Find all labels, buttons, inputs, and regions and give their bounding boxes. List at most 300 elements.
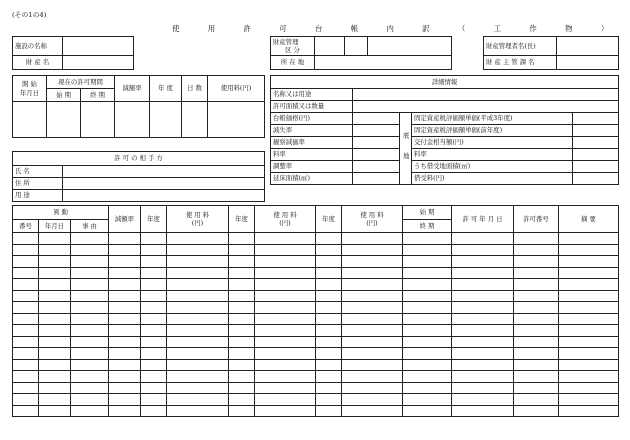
table-cell[interactable] xyxy=(514,302,559,314)
sublease-area-field[interactable] xyxy=(573,161,619,173)
location-field[interactable] xyxy=(315,56,452,70)
table-cell[interactable] xyxy=(167,336,229,348)
table-cell[interactable] xyxy=(167,233,229,245)
table-cell[interactable] xyxy=(316,267,342,279)
lease-fee-label: 借受料(円) xyxy=(412,173,573,185)
table-cell[interactable] xyxy=(559,256,619,268)
table-cell[interactable] xyxy=(342,244,403,256)
classification-field-b[interactable] xyxy=(345,37,368,56)
table-cell[interactable] xyxy=(342,371,403,383)
table-row xyxy=(13,290,619,302)
table-cell[interactable] xyxy=(39,348,71,360)
change-remarks-header: 摘 要 xyxy=(559,206,619,233)
period-start-field[interactable] xyxy=(47,102,81,138)
table-row xyxy=(13,256,619,268)
table-cell[interactable] xyxy=(255,244,316,256)
table-cell[interactable] xyxy=(452,233,514,245)
table-cell[interactable] xyxy=(514,290,559,302)
table-cell[interactable] xyxy=(514,394,559,406)
table-cell[interactable] xyxy=(342,290,403,302)
table-cell[interactable] xyxy=(141,244,167,256)
start-date-label: 開 始 年月日 xyxy=(13,76,47,102)
start-date-field[interactable] xyxy=(13,102,47,138)
table-cell[interactable] xyxy=(109,256,141,268)
floor-area-field[interactable] xyxy=(353,173,400,185)
fiscal-year-field[interactable] xyxy=(150,102,182,138)
table-cell[interactable] xyxy=(403,256,452,268)
table-cell[interactable] xyxy=(316,371,342,383)
table-cell[interactable] xyxy=(13,394,39,406)
table-cell[interactable] xyxy=(452,302,514,314)
property-mgmt-label: 財産管理 区 分 xyxy=(271,37,315,56)
land-rate-label: 料率 xyxy=(412,149,573,161)
table-cell[interactable] xyxy=(167,382,229,394)
table-cell[interactable] xyxy=(403,313,452,325)
land-rate-field[interactable] xyxy=(573,149,619,161)
change-reason-header: 事 由 xyxy=(71,220,109,233)
table-cell[interactable] xyxy=(71,279,109,291)
table-cell[interactable] xyxy=(452,394,514,406)
table-cell[interactable] xyxy=(13,336,39,348)
table-cell[interactable] xyxy=(403,371,452,383)
depreciation-field[interactable] xyxy=(353,125,400,137)
table-cell[interactable] xyxy=(167,394,229,406)
table-cell[interactable] xyxy=(229,382,255,394)
table-cell[interactable] xyxy=(342,267,403,279)
period-end-label: 終 期 xyxy=(81,89,115,102)
table-cell[interactable] xyxy=(141,405,167,417)
table-cell[interactable] xyxy=(71,371,109,383)
table-cell[interactable] xyxy=(229,348,255,360)
table-cell[interactable] xyxy=(342,313,403,325)
table-cell[interactable] xyxy=(514,279,559,291)
table-cell[interactable] xyxy=(39,290,71,302)
adjustment-rate-field[interactable] xyxy=(353,161,400,173)
table-cell[interactable] xyxy=(403,244,452,256)
grant-equivalent-field[interactable] xyxy=(573,137,619,149)
table-cell[interactable] xyxy=(109,233,141,245)
property-name-label: 財 産 名 xyxy=(13,56,63,70)
table-row xyxy=(13,405,619,417)
table-cell[interactable] xyxy=(229,256,255,268)
permit-area-field[interactable] xyxy=(353,101,619,113)
change-permit-date-header: 許 可 年 月 日 xyxy=(452,206,514,233)
table-cell[interactable] xyxy=(141,313,167,325)
table-cell[interactable] xyxy=(141,267,167,279)
table-cell[interactable] xyxy=(403,394,452,406)
depreciation-label: 減失率 xyxy=(271,125,353,137)
table-cell[interactable] xyxy=(559,348,619,360)
table-cell[interactable] xyxy=(342,359,403,371)
table-cell[interactable] xyxy=(255,382,316,394)
table-cell[interactable] xyxy=(13,371,39,383)
table-cell[interactable] xyxy=(167,244,229,256)
classification-field-c[interactable] xyxy=(368,37,452,56)
table-cell[interactable] xyxy=(109,290,141,302)
table-cell[interactable] xyxy=(71,336,109,348)
sublease-area-label: うち借受地面積(㎡) xyxy=(412,161,573,173)
table-cell[interactable] xyxy=(13,382,39,394)
table-cell[interactable] xyxy=(514,313,559,325)
facility-name-field[interactable] xyxy=(63,37,134,56)
dept-name-label: 財 産 主 管 課 名 xyxy=(484,56,557,70)
table-cell[interactable] xyxy=(39,313,71,325)
table-cell[interactable] xyxy=(39,279,71,291)
table-cell[interactable] xyxy=(255,405,316,417)
table-cell[interactable] xyxy=(342,325,403,337)
property-name-field[interactable] xyxy=(63,56,134,70)
table-cell[interactable] xyxy=(342,382,403,394)
change-reduction-rate-header: 減額率 xyxy=(109,206,141,233)
table-cell[interactable] xyxy=(452,290,514,302)
table-cell[interactable] xyxy=(255,348,316,360)
table-cell[interactable] xyxy=(167,405,229,417)
table-cell[interactable] xyxy=(229,359,255,371)
table-cell[interactable] xyxy=(71,348,109,360)
table-cell[interactable] xyxy=(13,302,39,314)
table-cell[interactable] xyxy=(167,325,229,337)
change-fiscal-year-3-header: 年度 xyxy=(316,206,342,233)
table-cell[interactable] xyxy=(514,336,559,348)
table-cell[interactable] xyxy=(514,359,559,371)
counterparty-address-field[interactable] xyxy=(63,178,265,190)
table-cell[interactable] xyxy=(71,394,109,406)
period-end-field[interactable] xyxy=(81,102,115,138)
table-cell[interactable] xyxy=(167,267,229,279)
table-cell[interactable] xyxy=(316,233,342,245)
change-fee-2-header: 使 用 料 (円) xyxy=(255,206,316,233)
table-cell[interactable] xyxy=(141,336,167,348)
table-cell[interactable] xyxy=(342,256,403,268)
table-row xyxy=(13,359,619,371)
table-cell[interactable] xyxy=(316,348,342,360)
table-cell[interactable] xyxy=(342,405,403,417)
table-cell[interactable] xyxy=(559,244,619,256)
page-number: (その1の4) xyxy=(12,11,47,19)
table-cell[interactable] xyxy=(71,233,109,245)
table-cell[interactable] xyxy=(229,405,255,417)
table-cell[interactable] xyxy=(403,382,452,394)
table-cell[interactable] xyxy=(316,325,342,337)
table-cell[interactable] xyxy=(452,279,514,291)
changes-body xyxy=(13,233,619,417)
table-cell[interactable] xyxy=(255,394,316,406)
table-cell[interactable] xyxy=(71,405,109,417)
table-cell[interactable] xyxy=(342,233,403,245)
table-cell[interactable] xyxy=(316,290,342,302)
table-cell[interactable] xyxy=(71,290,109,302)
reduction-rate-label: 減額率 xyxy=(115,76,150,102)
table-cell[interactable] xyxy=(167,279,229,291)
dept-name-field[interactable] xyxy=(557,56,619,70)
table-cell[interactable] xyxy=(255,279,316,291)
table-cell[interactable] xyxy=(255,290,316,302)
table-cell[interactable] xyxy=(559,302,619,314)
fee-label: 使用料(円) xyxy=(208,76,265,102)
table-cell[interactable] xyxy=(167,371,229,383)
table-cell[interactable] xyxy=(559,394,619,406)
table-cell[interactable] xyxy=(316,394,342,406)
table-cell[interactable] xyxy=(71,244,109,256)
table-cell[interactable] xyxy=(109,348,141,360)
table-cell[interactable] xyxy=(13,279,39,291)
table-cell[interactable] xyxy=(13,256,39,268)
table-cell[interactable] xyxy=(452,382,514,394)
table-cell[interactable] xyxy=(71,359,109,371)
table-cell[interactable] xyxy=(39,371,71,383)
name-or-use-field[interactable] xyxy=(353,89,619,101)
table-cell[interactable] xyxy=(316,336,342,348)
table-cell[interactable] xyxy=(255,371,316,383)
table-cell[interactable] xyxy=(109,302,141,314)
ledger-price-field[interactable] xyxy=(353,113,400,125)
table-cell[interactable] xyxy=(255,359,316,371)
change-fee-1-header: 使 用 料 (円) xyxy=(167,206,229,233)
tax-valuation-prev-field[interactable] xyxy=(573,125,619,137)
table-cell[interactable] xyxy=(39,405,71,417)
table-row xyxy=(13,267,619,279)
table-cell[interactable] xyxy=(109,359,141,371)
table-cell[interactable] xyxy=(452,244,514,256)
table-cell[interactable] xyxy=(559,325,619,337)
table-cell[interactable] xyxy=(255,233,316,245)
table-cell[interactable] xyxy=(13,244,39,256)
lease-fee-field[interactable] xyxy=(573,173,619,185)
table-cell[interactable] xyxy=(13,359,39,371)
table-cell[interactable] xyxy=(342,394,403,406)
table-cell[interactable] xyxy=(559,359,619,371)
table-cell[interactable] xyxy=(559,290,619,302)
change-date-header: 年月日 xyxy=(39,220,71,233)
table-cell[interactable] xyxy=(39,325,71,337)
table-cell[interactable] xyxy=(229,233,255,245)
table-cell[interactable] xyxy=(403,279,452,291)
table-cell[interactable] xyxy=(141,382,167,394)
table-cell[interactable] xyxy=(559,382,619,394)
table-cell[interactable] xyxy=(167,359,229,371)
table-cell[interactable] xyxy=(403,267,452,279)
table-cell[interactable] xyxy=(71,382,109,394)
table-cell[interactable] xyxy=(342,336,403,348)
table-cell[interactable] xyxy=(141,302,167,314)
table-cell[interactable] xyxy=(403,325,452,337)
table-cell[interactable] xyxy=(342,279,403,291)
table-cell[interactable] xyxy=(403,405,452,417)
table-cell[interactable] xyxy=(39,382,71,394)
table-row xyxy=(13,244,619,256)
table-cell[interactable] xyxy=(141,348,167,360)
table-cell[interactable] xyxy=(403,302,452,314)
table-cell[interactable] xyxy=(403,233,452,245)
table-cell[interactable] xyxy=(13,290,39,302)
table-cell[interactable] xyxy=(514,325,559,337)
table-cell[interactable] xyxy=(514,267,559,279)
table-cell[interactable] xyxy=(255,256,316,268)
table-cell[interactable] xyxy=(316,244,342,256)
table-cell[interactable] xyxy=(141,233,167,245)
table-cell[interactable] xyxy=(316,302,342,314)
table-cell[interactable] xyxy=(167,290,229,302)
counterparty-purpose-field[interactable] xyxy=(63,190,265,202)
table-cell[interactable] xyxy=(559,313,619,325)
detail-heading: 詳細情報 xyxy=(271,76,619,89)
change-permit-number-header: 許可番号 xyxy=(514,206,559,233)
table-cell[interactable] xyxy=(514,244,559,256)
table-cell[interactable] xyxy=(167,302,229,314)
table-cell[interactable] xyxy=(255,336,316,348)
table-cell[interactable] xyxy=(109,325,141,337)
table-cell[interactable] xyxy=(452,336,514,348)
table-cell[interactable] xyxy=(403,359,452,371)
table-cell[interactable] xyxy=(141,394,167,406)
table-cell[interactable] xyxy=(255,325,316,337)
fee-field[interactable] xyxy=(208,102,265,138)
table-row xyxy=(13,302,619,314)
table-cell[interactable] xyxy=(514,348,559,360)
fiscal-year-label: 年 度 xyxy=(150,76,182,102)
table-cell[interactable] xyxy=(229,325,255,337)
table-cell[interactable] xyxy=(559,336,619,348)
table-cell[interactable] xyxy=(71,302,109,314)
table-cell[interactable] xyxy=(13,325,39,337)
table-cell[interactable] xyxy=(229,313,255,325)
table-cell[interactable] xyxy=(514,256,559,268)
table-cell[interactable] xyxy=(109,336,141,348)
table-cell[interactable] xyxy=(514,371,559,383)
table-cell[interactable] xyxy=(452,348,514,360)
observed-depreciation-label: 観察減価率 xyxy=(271,137,353,149)
table-cell[interactable] xyxy=(403,348,452,360)
table-cell[interactable] xyxy=(39,359,71,371)
table-cell[interactable] xyxy=(229,244,255,256)
table-cell[interactable] xyxy=(403,290,452,302)
table-cell[interactable] xyxy=(452,325,514,337)
table-cell[interactable] xyxy=(109,382,141,394)
table-cell[interactable] xyxy=(255,302,316,314)
days-field[interactable] xyxy=(182,102,208,138)
table-cell[interactable] xyxy=(514,233,559,245)
table-cell[interactable] xyxy=(39,394,71,406)
table-cell[interactable] xyxy=(316,313,342,325)
table-cell[interactable] xyxy=(559,405,619,417)
table-cell[interactable] xyxy=(229,302,255,314)
table-cell[interactable] xyxy=(559,371,619,383)
change-heading: 異 動 xyxy=(13,206,109,220)
rate-field[interactable] xyxy=(353,149,400,161)
table-cell[interactable] xyxy=(559,267,619,279)
table-cell[interactable] xyxy=(403,336,452,348)
table-cell[interactable] xyxy=(316,279,342,291)
change-fee-3-header: 使 用 料 (円) xyxy=(342,206,403,233)
table-cell[interactable] xyxy=(13,267,39,279)
table-cell[interactable] xyxy=(255,267,316,279)
table-cell[interactable] xyxy=(71,313,109,325)
table-cell[interactable] xyxy=(316,256,342,268)
table-row xyxy=(13,382,619,394)
table-cell[interactable] xyxy=(342,348,403,360)
table-cell[interactable] xyxy=(39,302,71,314)
table-cell[interactable] xyxy=(452,359,514,371)
manager-name-field[interactable] xyxy=(557,37,619,56)
table-cell[interactable] xyxy=(141,325,167,337)
table-row xyxy=(13,313,619,325)
table-cell[interactable] xyxy=(559,233,619,245)
location-label: 所 在 地 xyxy=(271,56,315,70)
table-cell[interactable] xyxy=(39,256,71,268)
observed-depreciation-field[interactable] xyxy=(353,137,400,149)
table-cell[interactable] xyxy=(141,279,167,291)
table-cell[interactable] xyxy=(229,336,255,348)
table-cell[interactable] xyxy=(452,256,514,268)
table-cell[interactable] xyxy=(141,371,167,383)
table-cell[interactable] xyxy=(71,325,109,337)
table-cell[interactable] xyxy=(167,313,229,325)
table-cell[interactable] xyxy=(141,290,167,302)
classification-field-a[interactable] xyxy=(315,37,345,56)
table-cell[interactable] xyxy=(229,279,255,291)
table-cell[interactable] xyxy=(452,371,514,383)
table-cell[interactable] xyxy=(13,313,39,325)
table-cell[interactable] xyxy=(39,336,71,348)
counterparty-heading: 許 可 の 相 手 方 xyxy=(13,152,265,166)
table-cell[interactable] xyxy=(342,302,403,314)
table-cell[interactable] xyxy=(13,348,39,360)
table-cell[interactable] xyxy=(316,359,342,371)
table-cell[interactable] xyxy=(109,371,141,383)
table-cell[interactable] xyxy=(109,267,141,279)
table-cell[interactable] xyxy=(452,313,514,325)
table-cell[interactable] xyxy=(167,256,229,268)
floor-area-label: 延床面積(㎡) xyxy=(271,173,353,185)
table-cell[interactable] xyxy=(255,313,316,325)
manager-table xyxy=(483,36,619,70)
table-cell[interactable] xyxy=(229,394,255,406)
table-cell[interactable] xyxy=(229,267,255,279)
table-cell[interactable] xyxy=(514,405,559,417)
table-cell[interactable] xyxy=(39,244,71,256)
adjustment-rate-label: 調整率 xyxy=(271,161,353,173)
table-cell[interactable] xyxy=(71,267,109,279)
table-cell[interactable] xyxy=(452,267,514,279)
table-cell[interactable] xyxy=(109,244,141,256)
table-cell[interactable] xyxy=(316,405,342,417)
tax-valuation-h3-field[interactable] xyxy=(573,113,619,125)
counterparty-name-field[interactable] xyxy=(63,166,265,178)
table-cell[interactable] xyxy=(109,279,141,291)
table-cell[interactable] xyxy=(13,233,39,245)
table-cell[interactable] xyxy=(141,359,167,371)
table-cell[interactable] xyxy=(141,256,167,268)
table-cell[interactable] xyxy=(39,233,71,245)
reduction-rate-field[interactable] xyxy=(115,102,150,138)
facility-name-label: 施設の名称 xyxy=(13,37,63,56)
table-cell[interactable] xyxy=(71,256,109,268)
table-cell[interactable] xyxy=(167,348,229,360)
table-cell[interactable] xyxy=(559,279,619,291)
table-cell[interactable] xyxy=(109,394,141,406)
table-cell[interactable] xyxy=(109,405,141,417)
table-cell[interactable] xyxy=(316,382,342,394)
table-cell[interactable] xyxy=(229,371,255,383)
table-cell[interactable] xyxy=(514,382,559,394)
counterparty-name-label: 氏 名 xyxy=(13,166,63,178)
table-cell[interactable] xyxy=(13,405,39,417)
property-mgmt-table xyxy=(270,36,452,70)
table-cell[interactable] xyxy=(229,290,255,302)
table-cell[interactable] xyxy=(39,267,71,279)
table-cell[interactable] xyxy=(452,405,514,417)
table-cell[interactable] xyxy=(109,313,141,325)
